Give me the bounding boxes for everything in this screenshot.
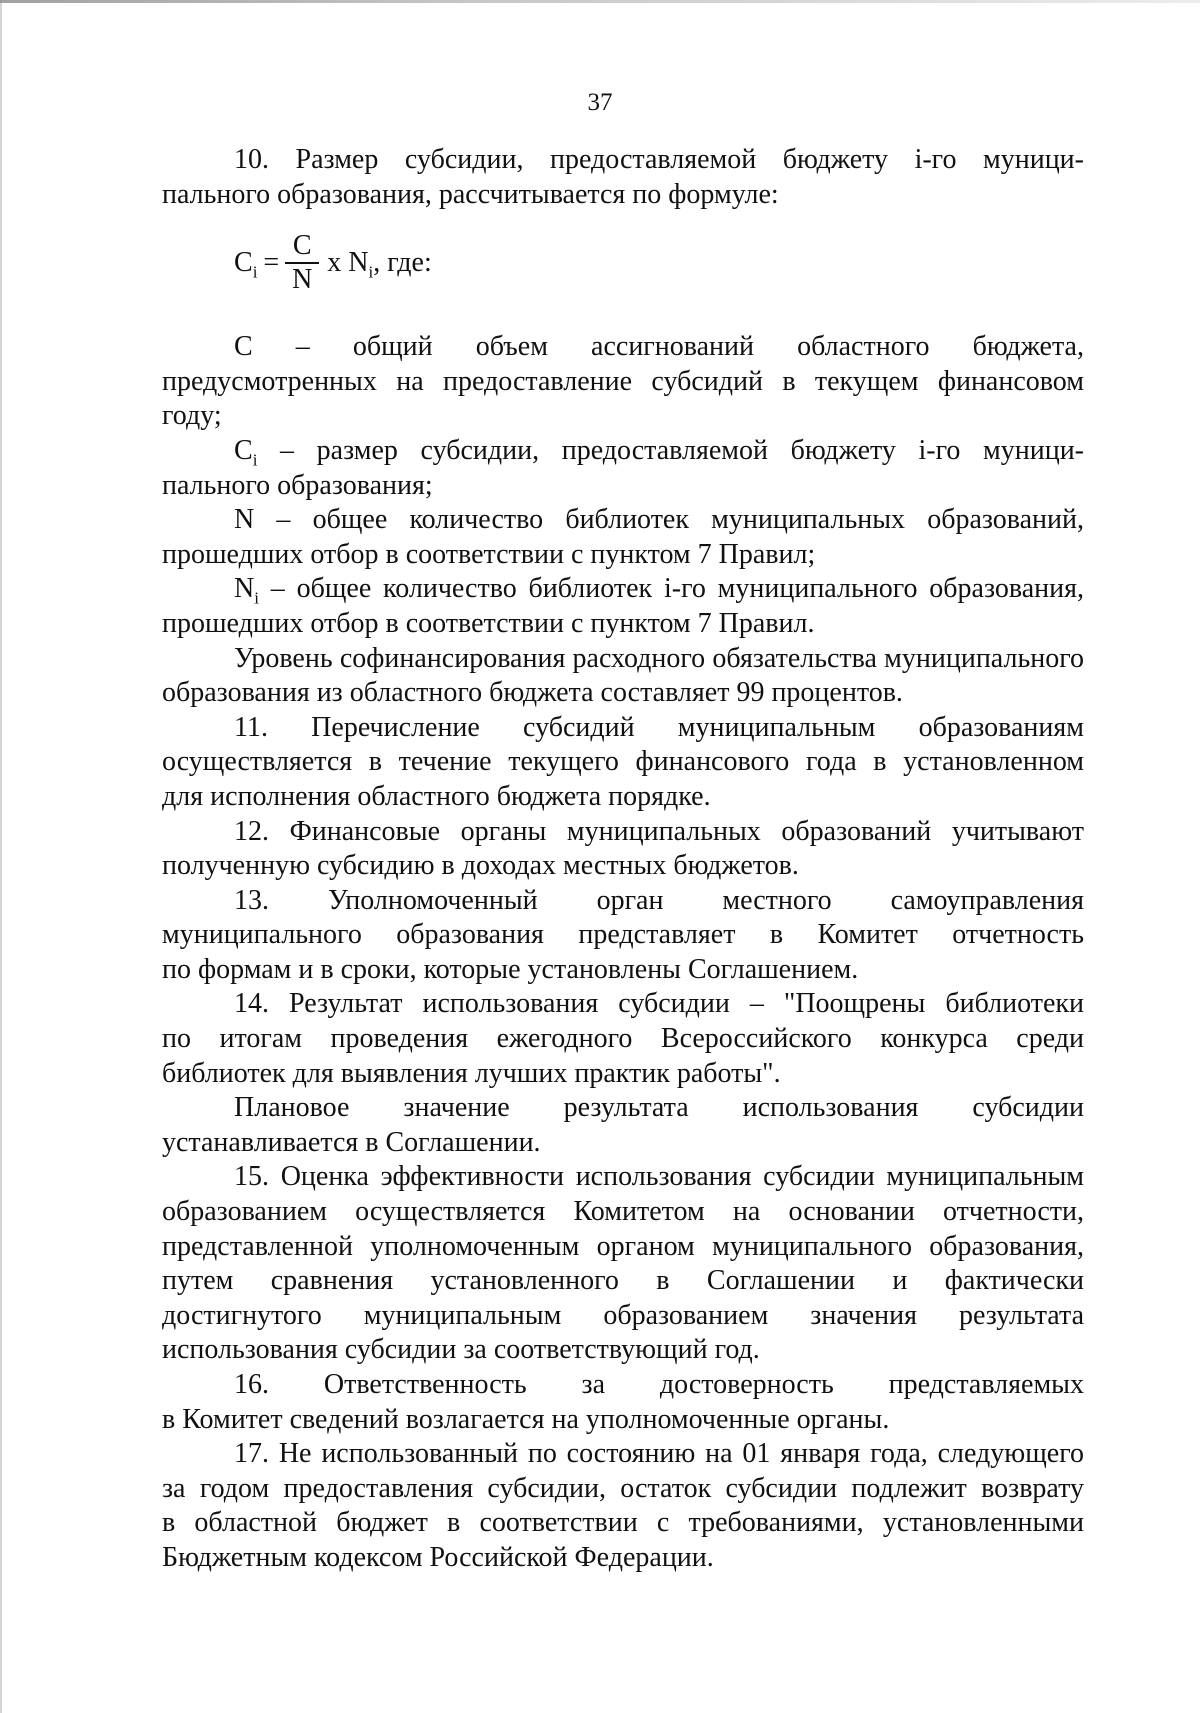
paragraph-12-line-2: полученную субсидию в доходах местных бюджетов. (162, 850, 799, 882)
definition-n-line-1: N – общее количество библиотек муниципальных образований, (234, 504, 1084, 536)
paragraph-15-line-3: представленной уполномоченным органом муниципального образования, (162, 1230, 1084, 1262)
paragraph-16-line-2: в Комитет сведений возлагается на уполномоченные органы. (162, 1403, 890, 1435)
paragraph-14-line-2: по итогам проведения ежегодного Всероссийского конкурса среди (162, 1023, 1084, 1055)
paragraph-15-line-1: 15. Оценка эффективности использования субсидии муниципальным (234, 1161, 1084, 1193)
paragraph-17-line-3: в областной бюджет в соответствии с требованиями, установленными (162, 1507, 1084, 1539)
definition-ci-line-2: пального образования; (162, 469, 433, 501)
formula-times: x $N_i$ (327, 246, 374, 282)
paragraph-10-line-2: пального образования, рассчитывается по формуле: (162, 178, 779, 210)
formula-denominator: N (292, 263, 313, 295)
paragraph-11-line-3: для исполнения областного бюджета порядке. (162, 780, 711, 812)
paragraph-17-line-2: за годом предоставления субсидии, остаток субсидии подлежит возврату (162, 1472, 1084, 1504)
paragraph-15-line-2: образованием осуществляется Комитетом на основании отчетности, (162, 1196, 1084, 1228)
paragraph-11-line-2: осуществляется в течение текущего финансового года в установленном (162, 746, 1084, 778)
paragraph-15-line-4: путем сравнения установленного в Соглашении и фактически (162, 1265, 1084, 1297)
page-number: 37 (587, 89, 613, 116)
definition-c-line-2: предусмотренных на предоставление субсидий в текущем финансовом (162, 365, 1084, 397)
paragraph-17-line-4: Бюджетным кодексом Российской Федерации. (162, 1541, 714, 1573)
paragraph-14-line-1: 14. Результат использования субсидии – "Поощрены библиотеки (234, 988, 1084, 1020)
definition-ci-line-1: $C_i$ – размер субсидии, предоставляемой бюджету i-го муници- (234, 434, 1084, 470)
definition-ni-line-2: прошедших отбор в соответствии с пунктом 7 Правил. (162, 607, 815, 639)
subsidy-formula (162, 212, 1084, 316)
definition-c-line-3: году; (162, 400, 222, 432)
paragraph-12-line-1: 12. Финансовые органы муниципальных образований учитывают (234, 815, 1084, 847)
paragraph-15-line-6: использования субсидии за соответствующий год. (162, 1334, 760, 1366)
paragraph-13-line-3: по формам и в сроки, которые установлены Соглашением. (162, 953, 859, 985)
paragraph-10-line-1: 10. Размер субсидии, предоставляемой бюджету i-го муници- (234, 144, 1084, 175)
paragraph-14-line-3: библиотек для выявления лучших практик работы". (162, 1057, 781, 1089)
document-body (162, 143, 1084, 1576)
paragraph-13-line-2: муниципального образования представляет в Комитет отчетность (162, 919, 1084, 951)
formula-tail: , где: (373, 246, 432, 278)
formula-fraction (285, 232, 319, 294)
paragraph-15-line-5: достигнутого муниципальным образованием значения результата (162, 1299, 1084, 1331)
definition-n-line-2: прошедших отбор в соответствии с пунктом 7 Правил; (162, 538, 816, 570)
paragraph-17-line-1: 17. Не использованный по состоянию на 01 января года, следующего (234, 1438, 1084, 1470)
paragraph-16-line-1: 16. Ответственность за достоверность представляемых (234, 1369, 1084, 1400)
formula-equals: = (263, 246, 280, 278)
paragraph-11-line-1: 11. Перечисление субсидий муниципальным образованиям (234, 711, 1084, 743)
cofinancing-line-2: образования из областного бюджета составляет 99 процентов. (162, 677, 903, 709)
definition-ni-line-1: $N_i$ – общее количество библиотек i-го муниципального образования, (234, 573, 1084, 608)
definition-c-line-1: C – общий объем ассигнований областного бюджета, (234, 331, 1084, 363)
formula-numerator: C (292, 230, 312, 262)
planned-value-line-1: Плановое значение результата использования субсидии (234, 1092, 1084, 1124)
scan-top-edge (0, 0, 1200, 3)
formula-lhs: $C_i$ (234, 246, 258, 282)
scan-left-edge (0, 0, 2, 1713)
planned-value-line-2: устанавливается в Соглашении. (162, 1126, 541, 1158)
formula-row (234, 232, 432, 294)
cofinancing-line-1: Уровень софинансирования расходного обязательства муниципального (234, 642, 1084, 674)
paragraph-13-line-1: 13. Уполномоченный орган местного самоуправления (234, 884, 1084, 916)
